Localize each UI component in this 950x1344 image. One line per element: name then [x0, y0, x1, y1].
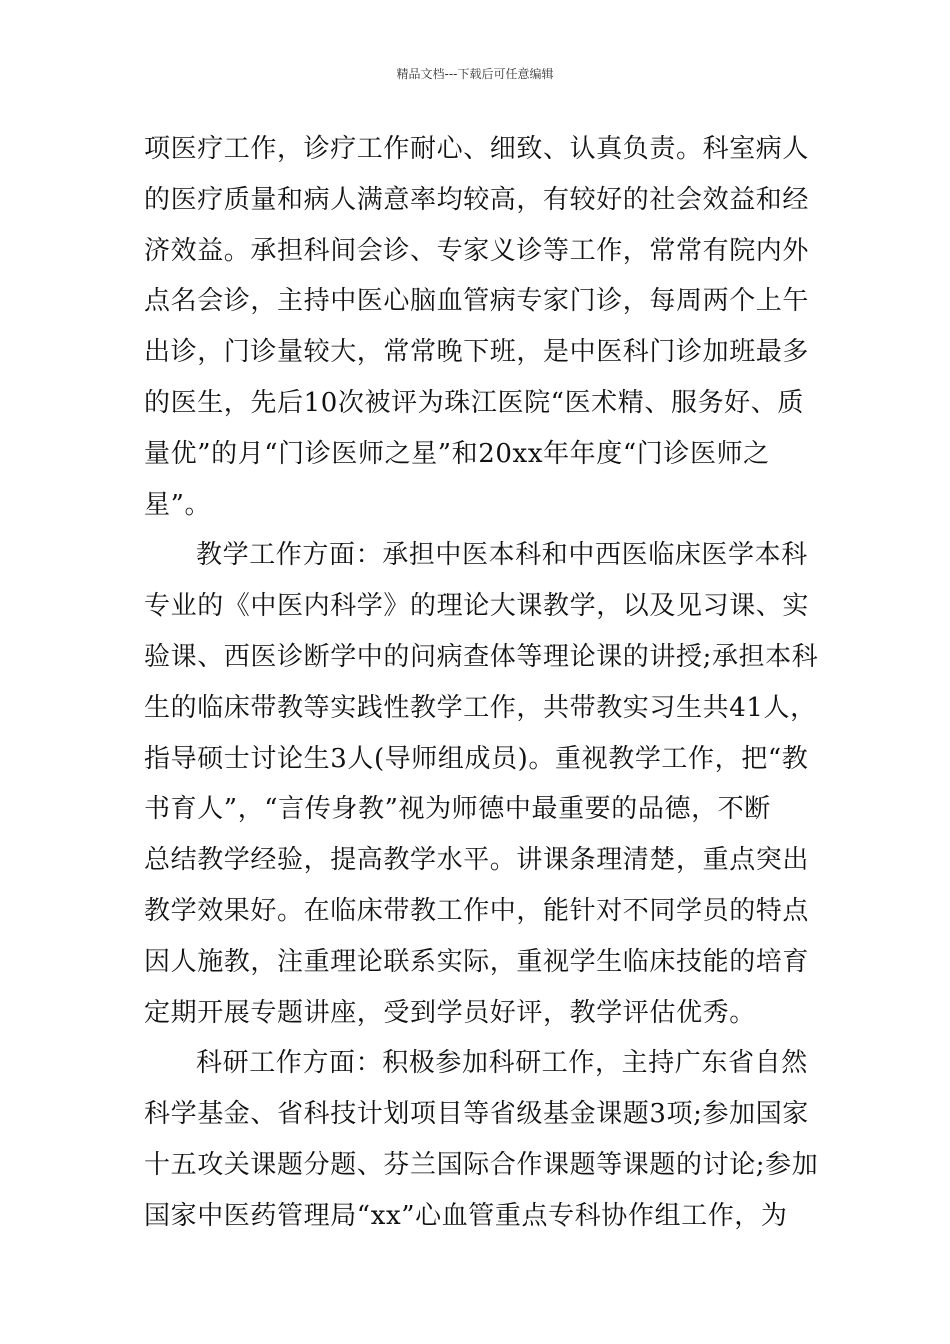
- text-line: 点名会诊，主持中医心脑血管病专家门诊，每周两个上午: [144, 286, 810, 317]
- text-line: 项医疗工作，诊疗工作耐心、细致、认真负责。科室病人: [144, 134, 810, 164]
- text-line: 总结教学经验，提高教学水平。讲课条理清楚，重点突出: [144, 845, 810, 876]
- text-line: 十五攻关课题分题、芬兰国际合作课题等课题的讨论;参加: [144, 1149, 819, 1180]
- text-line: 济效益。承担科间会诊、专家义诊等工作，常常有院内外: [144, 235, 810, 266]
- text-line: 书育人”，“言传身教”视为师德中最重要的品德，不断: [144, 794, 771, 825]
- text-line: 生的临床带教等实践性教学工作，共带教实习生共41人，: [144, 692, 817, 723]
- text-line: 出诊，门诊量较大，常常晚下班，是中医科门诊加班最多: [144, 337, 810, 368]
- document-body: [144, 124, 819, 1242]
- text-line: 专业的《中医内科学》的理论大课教学，以及见习课、实: [144, 591, 810, 622]
- page-header: 精品文档---下载后可任意编辑: [396, 67, 554, 81]
- text-line: 定期开展专题讲座，受到学员好评，教学评估优秀。: [144, 997, 756, 1028]
- text-line: 因人施教，注重理论联系实际，重视学生临床技能的培育: [144, 946, 810, 977]
- paragraph-first-line: 教学工作方面：承担中医本科和中西医临床医学本科: [196, 540, 808, 571]
- text-line: 指导硕士讨论生3人(导师组成员)。重视教学工作，把“教: [144, 743, 809, 774]
- text-line: 教学效果好。在临床带教工作中，能针对不同学员的特点: [144, 895, 810, 926]
- text-line: 国家中医药管理局“xx”心血管重点专科协作组工作，为: [144, 1200, 788, 1231]
- text-line: 的医疗质量和病人满意率均较高，有较好的社会效益和经: [144, 184, 810, 215]
- text-line: 星”。: [144, 489, 212, 520]
- text-line: 量优”的月“门诊医师之星”和20xx年年度“门诊医师之: [144, 438, 770, 469]
- text-line: 验课、西医诊断学中的问病查体等理论课的讲授;承担本科: [144, 641, 819, 672]
- paragraph-first-line: 科研工作方面：积极参加科研工作，主持广东省自然: [196, 1048, 808, 1079]
- text-line: 的医生，先后10次被评为珠江医院“医术精、服务好、质: [144, 387, 804, 418]
- text-line: 科学基金、省科技计划项目等省级基金课题3项;参加国家: [144, 1099, 809, 1130]
